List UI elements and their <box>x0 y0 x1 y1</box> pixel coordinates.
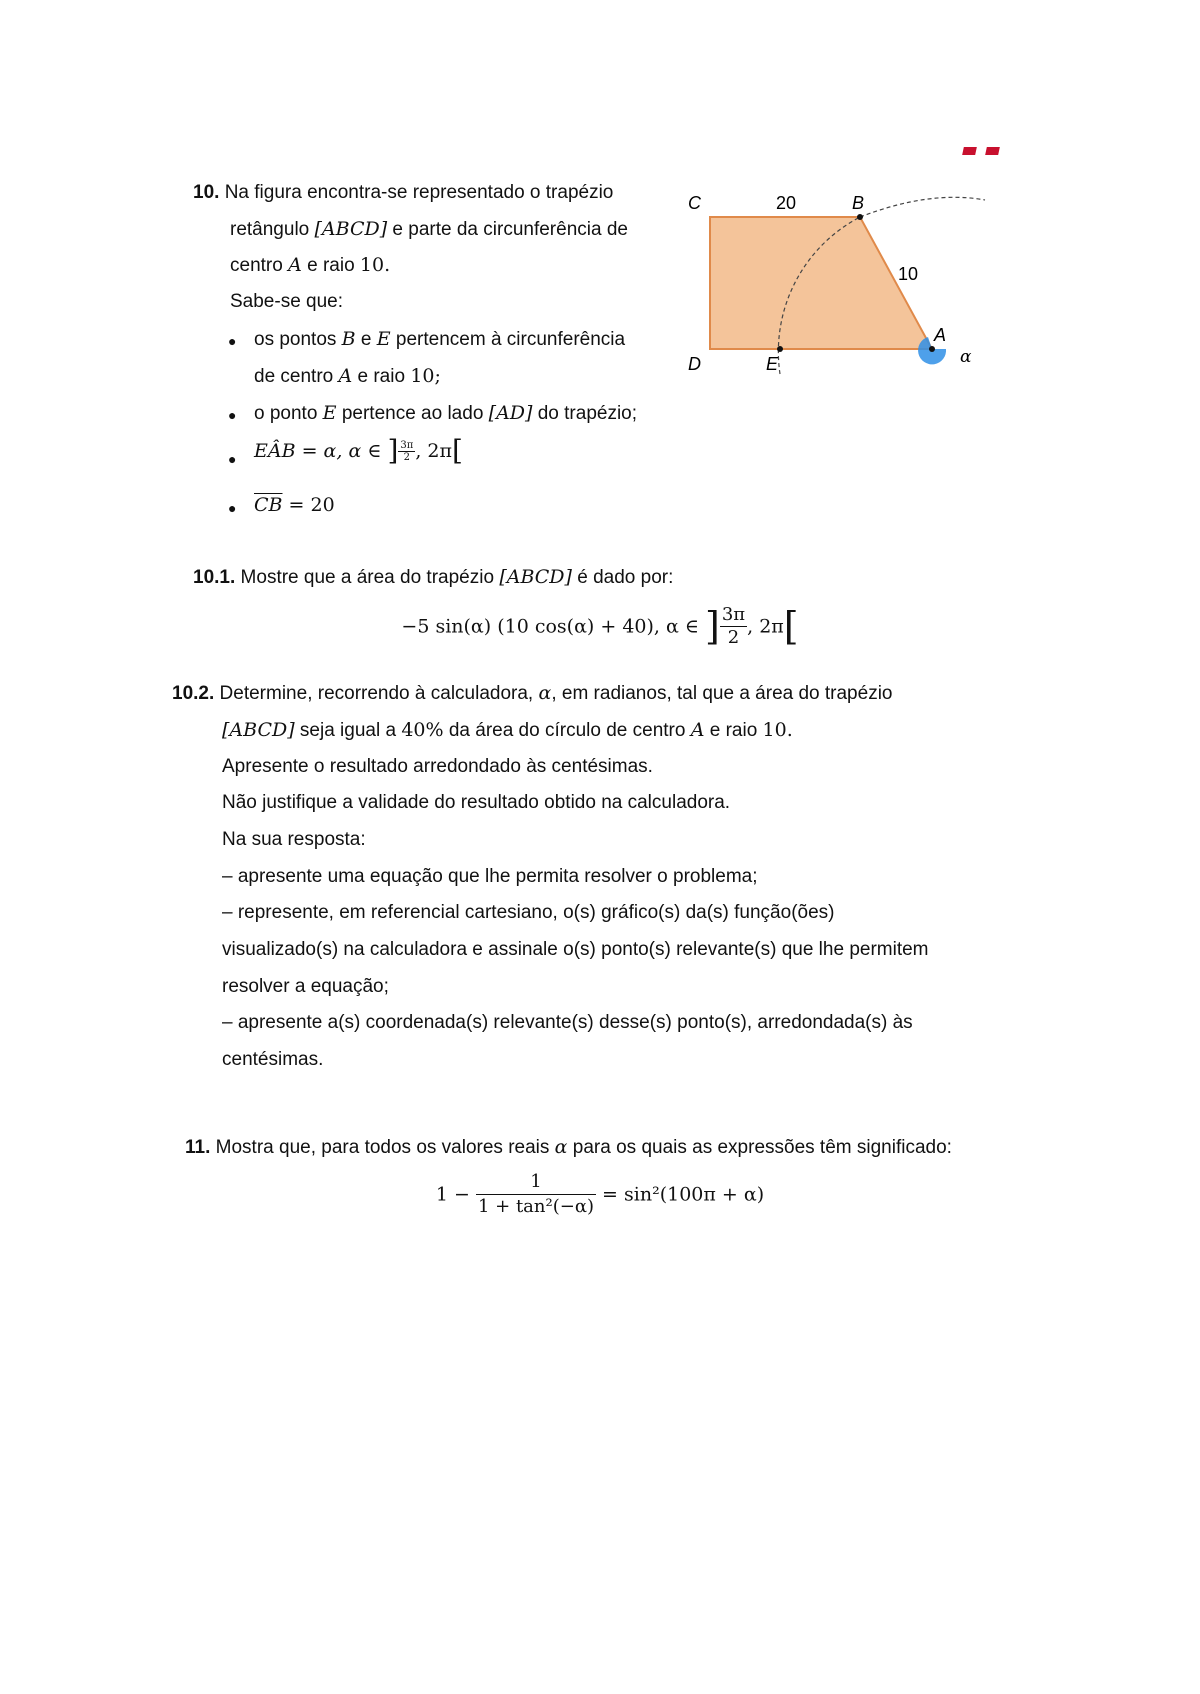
eq-left: 1 − <box>435 1183 476 1206</box>
frac-den: 1 + tan²(−α) <box>477 1196 595 1217</box>
p10-2-line5: Na sua resposta: <box>222 829 366 850</box>
math-alpha: α <box>538 682 552 704</box>
text: Mostre que a área do trapézio <box>235 567 500 588</box>
bullet4 <box>254 494 335 517</box>
math-cb: $\overline{CB}$ <box>254 494 283 516</box>
label-20: 20 <box>776 193 797 213</box>
math-b: B <box>341 328 356 350</box>
p10-1-number: 10.1. <box>193 567 236 588</box>
math-abcd: [ABCD] <box>499 566 572 588</box>
circle-arc-outer <box>860 197 985 217</box>
label-10: 10 <box>898 264 919 284</box>
text: pertence ao lado <box>336 403 489 424</box>
text: seja igual a <box>294 720 402 741</box>
text: os pontos <box>254 329 342 350</box>
math-end: , 2π <box>415 440 452 462</box>
bullet-dot: ● <box>228 500 237 516</box>
problem10-number: 10. <box>193 182 220 203</box>
p10-2-line7: – represente, em referencial cartesiano, o(s) gráfico(s) da(s) função(ões) <box>222 902 835 923</box>
text: do trapézio; <box>532 403 638 424</box>
p10-2-line1 <box>172 682 892 705</box>
frac-num: 3π <box>721 604 746 625</box>
bullet3 <box>254 434 463 477</box>
label-a: A <box>934 325 947 345</box>
formula-end: , 2π <box>747 615 784 638</box>
point-b <box>857 214 863 220</box>
text: e parte da circunferência de <box>387 219 628 240</box>
text: de centro <box>254 366 339 387</box>
p10-2-line9: resolver a equação; <box>222 976 389 997</box>
problem10-line2 <box>230 218 628 241</box>
p10-2-line10: – apresente a(s) coordenada(s) relevante(s) desse(s) ponto(s), arredondada(s) às <box>222 1012 913 1033</box>
p10-2-line8: visualizado(s) na calculadora e assinale o(s) ponto(s) relevante(s) que lhe permitem <box>222 939 929 960</box>
bullet1 <box>254 328 625 351</box>
trapezoid-diagram <box>680 180 1000 406</box>
close-bracket: [ <box>451 434 463 467</box>
text: e raio <box>704 720 763 741</box>
text: e raio <box>352 366 411 387</box>
text: Determine, recorrendo à calculadora, <box>214 683 539 704</box>
math-a: A <box>690 719 705 741</box>
math-eq: = 20 <box>282 494 335 516</box>
text: é dado por: <box>571 567 674 588</box>
p10-1-formula <box>0 604 1200 654</box>
label-b: B <box>852 193 865 213</box>
text: da área do círculo de centro <box>443 720 691 741</box>
bullet1-line2 <box>254 365 441 388</box>
label-d: D <box>688 354 701 374</box>
frac-den: 2 <box>403 451 411 463</box>
math-a: A <box>288 254 302 276</box>
p10-2-number: 10.2. <box>172 683 215 704</box>
frac-num: 3π <box>400 439 414 451</box>
math-angle: EÂB = α, α ∈ <box>254 440 388 462</box>
point-a <box>929 346 935 352</box>
text: centro <box>230 255 289 276</box>
frac-den: 2 <box>727 627 740 648</box>
text: para os quais as expressões têm significado: <box>567 1137 952 1158</box>
page-marks <box>963 147 999 155</box>
math-e: E <box>322 402 337 424</box>
open-bracket: ] <box>704 604 720 649</box>
problem10-known: Sabe-se que: <box>230 291 344 312</box>
p10-1-line <box>193 566 673 589</box>
math-a: A <box>338 365 353 387</box>
point-e <box>777 346 783 352</box>
p10-2-line4: Não justifique a validade do resultado obtido na calculadora. <box>222 792 731 813</box>
problem10-line3 <box>230 254 390 277</box>
math-10: 10. <box>762 719 793 741</box>
text: retângulo <box>230 219 315 240</box>
label-e: E <box>766 354 779 374</box>
text: o ponto <box>254 403 323 424</box>
p10-2-line6: – apresente uma equação que lhe permita resolver o problema; <box>222 866 758 887</box>
bullet-dot: ● <box>228 407 237 423</box>
bullet2 <box>254 402 637 425</box>
math-e: E <box>376 328 391 350</box>
problem11-number: 11. <box>185 1137 211 1158</box>
problem11-equation <box>0 1170 1200 1219</box>
fraction <box>398 440 415 463</box>
text: e raio <box>301 255 360 276</box>
bullet-dot: ● <box>228 333 237 349</box>
p10-2-line3: Apresente o resultado arredondado às centésimas. <box>222 756 653 777</box>
math-pct: 40% <box>401 719 444 741</box>
eq-right: = sin²(100π + α) <box>596 1183 765 1206</box>
text: Mostra que, para todos os valores reais <box>210 1137 555 1158</box>
math-10: 10; <box>410 365 441 387</box>
math-abcd: [ABCD] <box>222 719 295 741</box>
problem10-line1 <box>193 182 613 204</box>
eq-fraction <box>476 1170 596 1219</box>
problem10-intro: Na figura encontra-se representado o trapézio <box>224 182 614 203</box>
p10-2-line2 <box>222 719 793 742</box>
p10-2-line11: centésimas. <box>222 1049 324 1070</box>
close-bracket: [ <box>783 604 799 649</box>
frac-num: 1 <box>476 1170 596 1195</box>
label-alpha: α <box>960 347 972 367</box>
math-alpha: α <box>554 1136 568 1158</box>
bullet-dot: ● <box>228 451 237 467</box>
text: e <box>355 329 377 350</box>
math-ad: [AD] <box>488 402 533 424</box>
math-10: 10. <box>359 254 391 276</box>
text: pertencem à circunferência <box>390 329 626 350</box>
formula-main: −5 sin(α) (10 cos(α) + 40), α ∈ <box>401 615 705 638</box>
open-bracket: ] <box>387 434 399 467</box>
trapezoid-svg <box>680 180 1000 400</box>
label-c: C <box>688 193 701 213</box>
text: , em radianos, tal que a área do trapézio <box>551 683 893 704</box>
math-abcd: [ABCD] <box>314 218 388 240</box>
fraction <box>720 604 747 649</box>
problem11-line <box>185 1136 952 1159</box>
